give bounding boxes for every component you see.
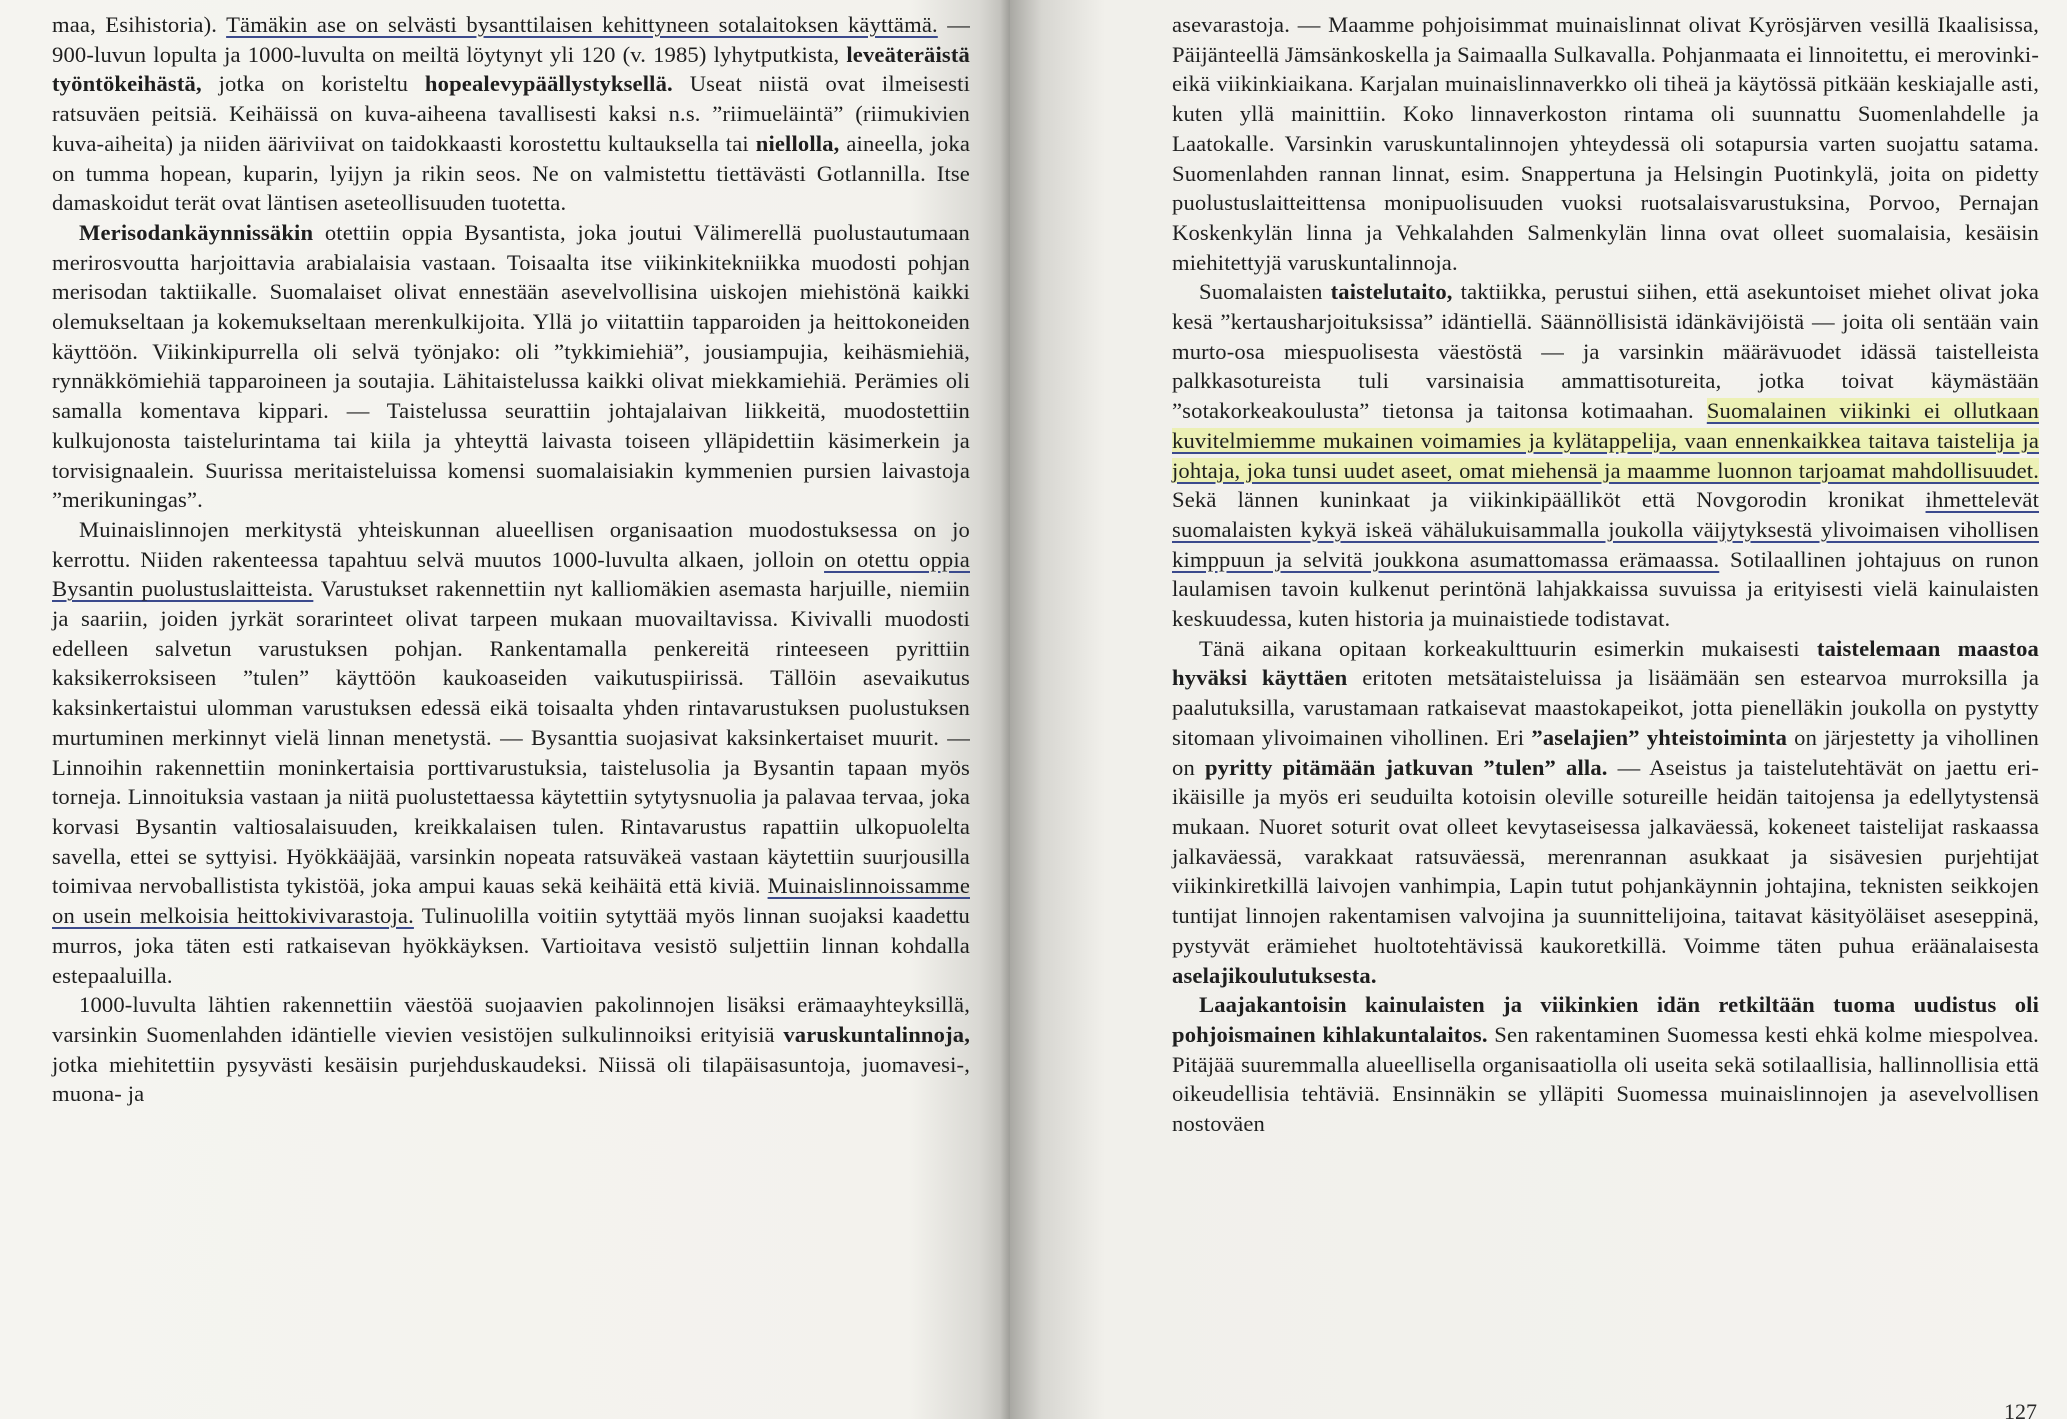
text-run: — Aseistus ja taistelutehtävät on jaettu eri-ikäisille ja myös eri seuduilta kotoisin oleville sotureille heidän taitojensa ja edellytystensä mukaan. Nuoret soturit ovat olleet kevytaseisessa jalkaväessä, kokeneet taistelijat raskaassa jalkaväessä, varakkaat ratsuväessä, merenrannan asukkaat ja sisävesien purjehtijat viikinkiretkillä laivojen vanhimpia, Lapin tutut pohjankäynnin johtajina, teknisten seikkojen tuntijat linnojen rakentamisen valvojina ja suunnittelijoina, taitavat käsityöläiset aseseppinä, pystyvät erämiehet huoltotehtävissä kaukoretkillä. Voimme täten puhua eräänalaisesta — [1172, 754, 2040, 958]
text-run: jotka on koristeltu — [201, 71, 425, 97]
text-run: aineella, joka on tumma hopean, kuparin, lyijyn ja rikin seos. Ne on valmistettu tiettävästi Gotlannilla. Itse damaskoidut terät ovat läntisen aseteollisuuden tuotetta. — [52, 130, 971, 216]
left-page-paragraph — [52, 218, 970, 515]
bold-term: taistelemaan maastoa hyväksi käyttäen — [1172, 635, 2040, 691]
text-run: Tänä aikana opitaan korkeakulttuurin esimerkin mukaisesti — [1199, 635, 1817, 661]
bold-term: Laajakantoisin kainulaisten ja viikinkien idän retkiltään tuoma uudistus oli pohjoismainen kihlakuntalaitos. — [1172, 992, 2039, 1047]
text-run: Varustukset rakennettiin nyt kalliomäkien asemasta harjuille, niemiin ja saariin, joiden jyrkät sorarinteet olivat tarpeen mukaan muovailtavissa. Kivivalli muodosti edelleen salvetun varustuksen pohjan. Rankentamalla penkereitä rinteeseen pyrittiin kaksikerroksiseen ”tulen” käyttöön kaukoaseiden vaikutuspiirissä. Tällöin asevaikutus kaksinkertaistui ulomman varustuksen edessä eikä toisaalta yhden rintavarustuksen puolustuksen murtuminen merkinnyt vielä linnan menetystä. — Bysanttia suojasivat kaksinkertaiset muurit. — Linnoihin rakennettiin moninkertaisia porttivarustuksia, taistelusolia ja Bysantin tapaan myös torneja. Linnoituksia vastaan ja niitä puolustettaessa käytettiin sytytysnuolia ja palavaa tervaa, joka korvasi Bysantin valtiosalaisuuden, kreikkalaisen tulen. Rintavarustus rapattiin ulkopuolelta savella, ettei se syttyisi. Hyökkääjää, varsinkin nopeata ratsuväkeä vastaan käytettiin suurjousilla toimivaa nervoballistista tykistöä, joka ampui kauas sekä keihäitä että kiviä. — [52, 576, 970, 899]
page-number: 127 — [2004, 1399, 2037, 1419]
underlined-passage: on otettu oppia Bysantin puolustuslaitteista. — [52, 546, 970, 602]
left-page — [0, 0, 1010, 1419]
bold-term: aselajikoulutuksesta. — [1172, 962, 1377, 988]
bold-term: leveäteräistä työntökeihästä, — [52, 41, 970, 97]
right-page — [1010, 0, 2067, 1419]
text-run: Sekä lännen kuninkaat ja viikinkipäälliköt että Novgorodin kronikat — [1172, 487, 1926, 513]
text-run: otettiin oppia Bysantista, joka joutui Välimerellä puolustautumaan merirosvoutta harjoittavia arabialaisia vastaan. Toisaalta itse viikinkitekniikka muodosti pohjan merisodan taktiikalle. Suomalaiset olivat ennestään asevelvollisina uiskojen miehistönä kaikki olemukseltaan ja kokemukseltaan merenkulkijoita. Yllä jo viitattiin tapparoiden ja heittokoneiden käyttöön. Viikinkipurrella oli selvä työnjako: oli ”tykkimiehiä”, jousiampujia, keihäsmiehiä, rynnäkkömiehiä tapparoineen ja soutajia. Lähitaistelussa kaikki olivat miekkamiehiä. Perämies oli samalla komentava kippari. — Taistelussa seurattiin johtajalaivan liikkeitä, muodostettiin kulkujonosta taistelurintama tai kiila ja yhteyttä laivasta toiseen ylläpidettiin käsimerkein ja torvisignaalein. Suurissa meritaisteluissa komensi suomalaisiakin kymmenien pursien laivastoja ”merikuningas”. — [52, 219, 970, 513]
bold-term: taistelutaito, — [1330, 279, 1453, 305]
underlined-passage: Tämäkin ase on selvästi bysanttilaisen kehittyneen sotalaitoksen käyttämä. — [226, 12, 938, 37]
right-page-paragraph — [1172, 277, 2039, 633]
text-run: taktiikka, perustui siihen, että asekuntoiset miehet olivat joka kesä ”kertausharjoituksissa” idäntiellä. Säännöllisistä idänkävijöistä — joita oli sentään vain murto-osa miespuolisesta väestöstä — ja varsinkin määrävuodet idässä taistelleista palkkasotureista tuli varsinaisia ammattisotureita, jotka toivat käymästään ”sotakorkeakoulusta” tietonsa ja taitonsa kotimaahan. — [1172, 279, 2039, 424]
bold-term: hopealevypäällystyksellä. — [424, 71, 673, 97]
text-run: on järjestetty ja vihollinen on — [1172, 724, 2039, 780]
bold-term: pyritty pitämään jatkuvan ”tulen” alla. — [1204, 754, 1608, 780]
text-run: asevarastoja. — Maamme pohjoisimmat muinaislinnat olivat Kyrösjärven vesillä Ikaalisissa, Päijänteellä Jämsänkoskella ja Saimaalla Sulkavalla. Pohjanmaata ei linnoitettu, ei merovinki- eikä viikinkiaikana. Karjalan muinaislinnaverkko oli tiheä ja käytössä pitkään keskiajalle asti, kuten yllä mainittiin. Koko linnaverkoston rintama oli suunnattu Suomenlahdelle ja Laatokalle. Varsinkin varuskuntalinnojen yhteydessä oli sotapursia varten suojattu satama. Suomenlahden rannan linnat, esim. Snappertuna ja Helsingin Puotinkylä, joita on pidetty puolustuslaitteittensa monipuolisuuden vuoksi ruotsalaisvarustuksina, Porvoo, Pernajan Koskenkylän linna ja Vehkalahden Salmenkylän linna ovat olleet suomalaisia, kesäisin miehitettyjä varuskuntalinnoja. — [1172, 12, 2039, 275]
text-run: Sen rakentaminen Suomessa kesti ehkä kolme miespolvea. Pitäjää suuremmalla alueellisella organisaatiolla oli useita sekä sotilaallisia, hallinnollisia että oikeudellisia tehtäviä. Ensinnäkin se ylläpiti Suomessa muinaislinnojen ja asevelvollisen nostoväen — [1172, 1021, 2039, 1137]
text-run: Muinaislinnojen merkitystä yhteiskunnan alueellisen organisaation muodostuksessa on jo kerrottu. Niiden rakenteessa tapahtuu selvä muutos 1000-luvulta alkaen, jolloin — [52, 516, 970, 572]
left-page-paragraph — [52, 10, 970, 218]
text-run: — 900-luvun lopulta ja 1000-luvulta on meiltä löytynyt yli 120 (v. 1985) lyhytputkista, — [52, 12, 970, 67]
right-page-paragraph — [1172, 990, 2039, 1139]
left-page-paragraph — [52, 515, 970, 990]
text-run: Tulinuolilla voitiin sytyttää myös linnan suojaksi kaadettu murros, joka täten esti ratkaisevan hyökkäyksen. Vartioitava vesistö suljettiin linnan kohdalla estepaaluilla. — [52, 903, 970, 988]
left-page-text — [52, 10, 970, 1109]
underlined-passage: Suomalainen viikinki ei ollutkaan kuvitelmiemme mukainen voimamies ja kylätappelija, vaan ennenkaikkea taitava taistelija ja johtaja, joka tunsi uudet aseet, omat miehensä ja maamme luonnon tarjoamat mahdollisuudet. — [1172, 398, 2039, 483]
text-run: Suomalaisten — [1199, 279, 1331, 305]
text-run: maa, Esihistoria). — [52, 12, 227, 37]
underlined-passage: Muinaislinnoissamme on usein melkoisia heittokivivarastoja. — [52, 873, 970, 929]
left-page-paragraph — [52, 990, 970, 1109]
text-run: 1000-luvulta lähtien rakennettiin väestöä suojaavien pakolinnojen lisäksi erämaayhteyksillä, varsinkin Suomenlahden idäntielle vievien vesistöjen sulkulinnoiksi erityisiä — [52, 992, 970, 1047]
text-run: eritoten metsätaisteluissa ja lisäämään sen estearvoa murroksilla ja paalutuksilla, varustamaan ratkaisevat maastokapeikot, jotta pienelläkin joukolla on pystytty sitomaan ylivoimainen vihollinen. Eri — [1172, 665, 2039, 750]
bold-term: ”aselajien” yhteistoiminta — [1531, 724, 1788, 750]
bold-term: varuskuntalinnoja, — [783, 1021, 970, 1047]
text-run: Useat niistä ovat ilmeisesti ratsuväen peitsiä. Keihäissä on kuva-aiheena tavallisesti kaksi n.s. ”riimueläintä” (riimukivien kuva-aiheita) ja niiden ääriviivat on taidokkaasti korostettu kultauksella tai — [52, 71, 970, 156]
text-run: Sotilaallinen johtajuus on runon laulamisen tavoin kulkenut perintönä lahjakkaissa suvuissa ja erityisesti vielä kainulaisten keskuudessa, kuten historia ja muinaistiede todistavat. — [1172, 546, 2039, 632]
bold-term: Merisodankäynnissäkin — [79, 219, 314, 245]
right-page-text — [1172, 10, 2039, 1139]
underlined-passage: ihmettelevät suomalaisten kykyä iskeä vähälukuisammalla joukolla väijytyksestä ylivoimaisen vihollisen kimppuun ja selvitä joukkona asumattomassa erämaassa. — [1172, 487, 2039, 572]
right-page-paragraph — [1172, 634, 2039, 990]
bold-term: niellolla, — [755, 130, 840, 156]
text-run: jotka miehitettiin pysyvästi kesäisin purjehduskaudeksi. Niissä oli tilapäisasuntoja, juomavesi-, muona- ja — [52, 1051, 970, 1107]
right-page-paragraph — [1172, 10, 2039, 277]
